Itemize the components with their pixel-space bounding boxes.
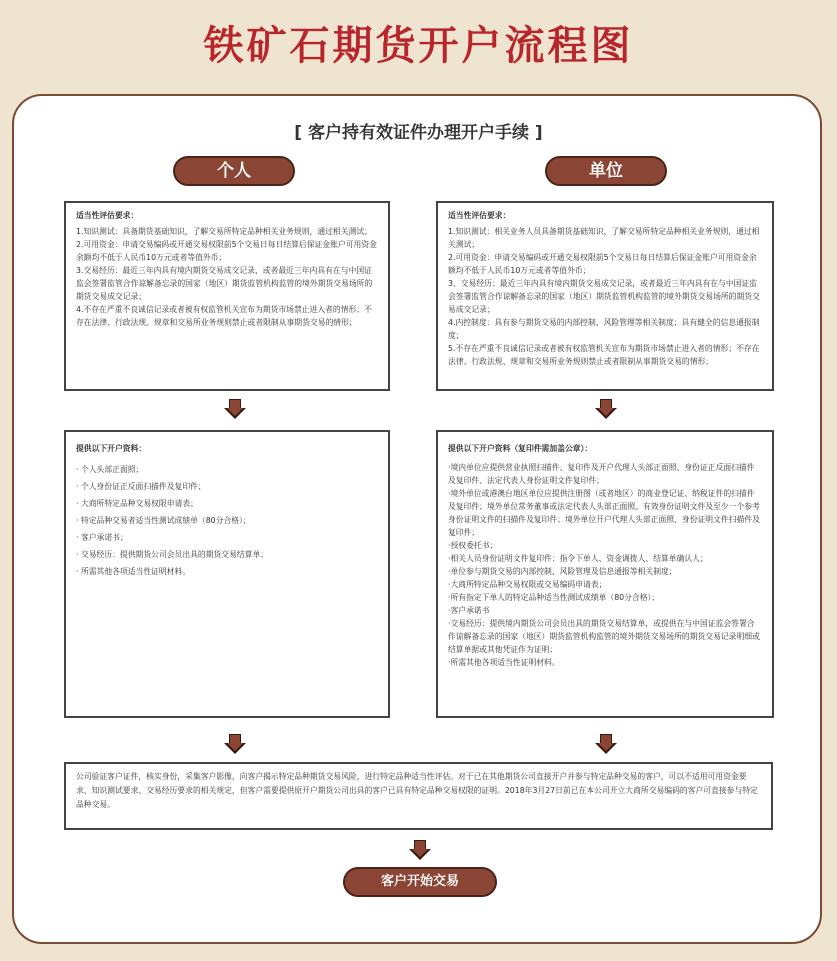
institution-suitability-item: 3、交易经历：最近三年内具有境内期货交易成交记录，或者最近三年内具有在与中国证监会签署监管合作谅解备忘录的国家（地区）期货监管机构监管的境外期货交易场所的期货交易成交记录； [448,279,760,314]
down-arrow-icon [595,734,617,754]
institution-material-item: ·授权委托书； [448,541,498,550]
personal-suitability-head: 适当性评估要求： [76,211,139,220]
down-arrow-icon [224,734,246,754]
institution-suitability-item: 1.知识测试：相关业务人员具备期货基础知识，了解交易所特定品种相关业务规则，通过相关测试； [448,227,760,249]
institution-material-item: ·相关人员身份证明文件复印件：指令下单人、资金调拨人、结算单确认人； [448,554,708,563]
personal-materials-box [64,430,390,718]
personal-suitability-box [64,201,390,391]
personal-suitability-item: 3.交易经历：最近三年内具有境内期货交易成交记录，或者最近三年内具有在与中国证监会签署监管合作谅解备忘录的国家（地区）期货监管机构监管的境外期货交易场所的期货交易成交记录； [76,266,373,301]
institution-material-item: ·所需其他各项适当性证明材料。 [448,658,560,667]
start-trading-step: 客户开始交易 [343,867,497,897]
institution-suitability-head: 适当性评估要求： [448,211,511,220]
down-arrow-icon [224,399,246,419]
personal-material-item: · 大商所特定品种交易权限申请表； [76,499,198,508]
institution-material-item: ·境外单位或港澳台地区单位应提供注册图（或者地区）的商业登记证、纳税证件的扫描件及复印件；境外单位常务董事或法定代表人头部正面照、有效身份证明文件及至少一个参考身份证明文件的扫描件及复印件；境外单位开户代理人头部正面照、身份证明文件扫描件及复印件； [448,489,760,537]
down-arrow-icon [595,399,617,419]
institution-material-item: ·境内单位应提供营业执照扫描件、复印件及开户代理人头部正面照、身份证正反面扫描件及复印件、法定代表人身份证明文件复印件； [448,463,755,485]
institution-suitability-item: 5.不存在严重不良诚信记录或者被有权监管机关宣布为期货市场禁止进入者的情形；不存在法律、行政法规、规章和交易所业务规则禁止或者限制从事期货交易的情形； [448,344,760,366]
institution-materials-box [436,430,774,718]
institution-suitability-box [436,201,774,391]
institution-material-item: ·大商所特定品种交易权限或交易编码申请表； [448,580,607,589]
institution-material-item: ·所有指定下单人的特定品种适当性测试成绩单（80分合格）； [448,593,660,602]
institution-suitability-item: 4.内控制度：具有参与期货交易的内部控制、风险管理等相关制度；具有健全的信息通报制度； [448,318,760,340]
personal-material-item: · 个人身份证正反面扫描件及复印件； [76,482,206,491]
personal-suitability-item: 2.可用资金：申请交易编码或开通交易权限前5个交易日每日结算后保证金账户可用资金余额均不低于人民币10万元或者等值外币； [76,240,377,262]
personal-material-item: · 所需其他各项适当性证明材料。 [76,567,191,576]
institution-material-item: ·客户承诺书 [448,606,490,615]
down-arrow-icon [409,840,431,860]
institution-material-item: ·单位参与期货交易的内部控制、风险管理及信息通报等相关制度； [448,567,677,576]
flowchart-subtitle: [ 客户持有效证件办理开户手续 ] [294,123,543,143]
verification-note: 公司验证客户证件，核实身份，采集客户影像，向客户揭示特定品种期货交易风险，进行特定品种适当性评估。对于已在其他期货公司直接开户并参与特定品种交易的客户，可以不适用可用资金要求、知识测试要求、交易经历要求的相关规定，但客户需要提供原开户期货公司出具的客户已具有特定品种交易权限的证明。2018年3月27日前已在本公司开立大商所交易编码的客户可直接参与特定品种交易。 [64,762,773,830]
personal-label: 个人 [173,156,295,186]
institution-suitability-item: 2.可用资金：申请交易编码或开通交易权限前5个交易日每日结算后保证金账户可用资金余额均不低于人民币10万元或者等值外币； [448,253,757,275]
personal-material-item: · 交易经历：提供期货公司会员出具的期货交易结算单； [76,550,269,559]
personal-materials-head: 提供以下开户资料： [76,444,147,453]
personal-suitability-item: 4.不存在严重不良诚信记录或者被有权监管机关宣布为期货市场禁止进入者的情形；不存在法律、行政法规、规章和交易所业务规则禁止或者限制从事期货交易的情形； [76,305,372,327]
personal-suitability-item: 1.知识测试：具备期货基础知识，了解交易所特定品种相关业务规则，通过相关测试； [76,227,372,236]
page-title: 铁矿石期货开户流程图 [203,23,634,69]
personal-material-item: · 特定品种交易者适当性测试成绩单（80分合格）； [76,516,251,525]
institution-label: 单位 [545,156,667,186]
personal-material-item: · 个人头部正面照； [76,465,144,474]
institution-material-item: ·交易经历：提供境内期货公司会员出具的期货交易结算单，或提供在与中国证监会签署合作谅解备忘录的国家（地区）期货监管机构监管的境外期货交易场所的期货交易记录明细或结算单据或其他凭证作为证明； [448,619,760,654]
personal-material-item: · 客户承诺书； [76,533,128,542]
institution-materials-head: 提供以下开户资料（复印件需加盖公章）： [448,444,593,453]
